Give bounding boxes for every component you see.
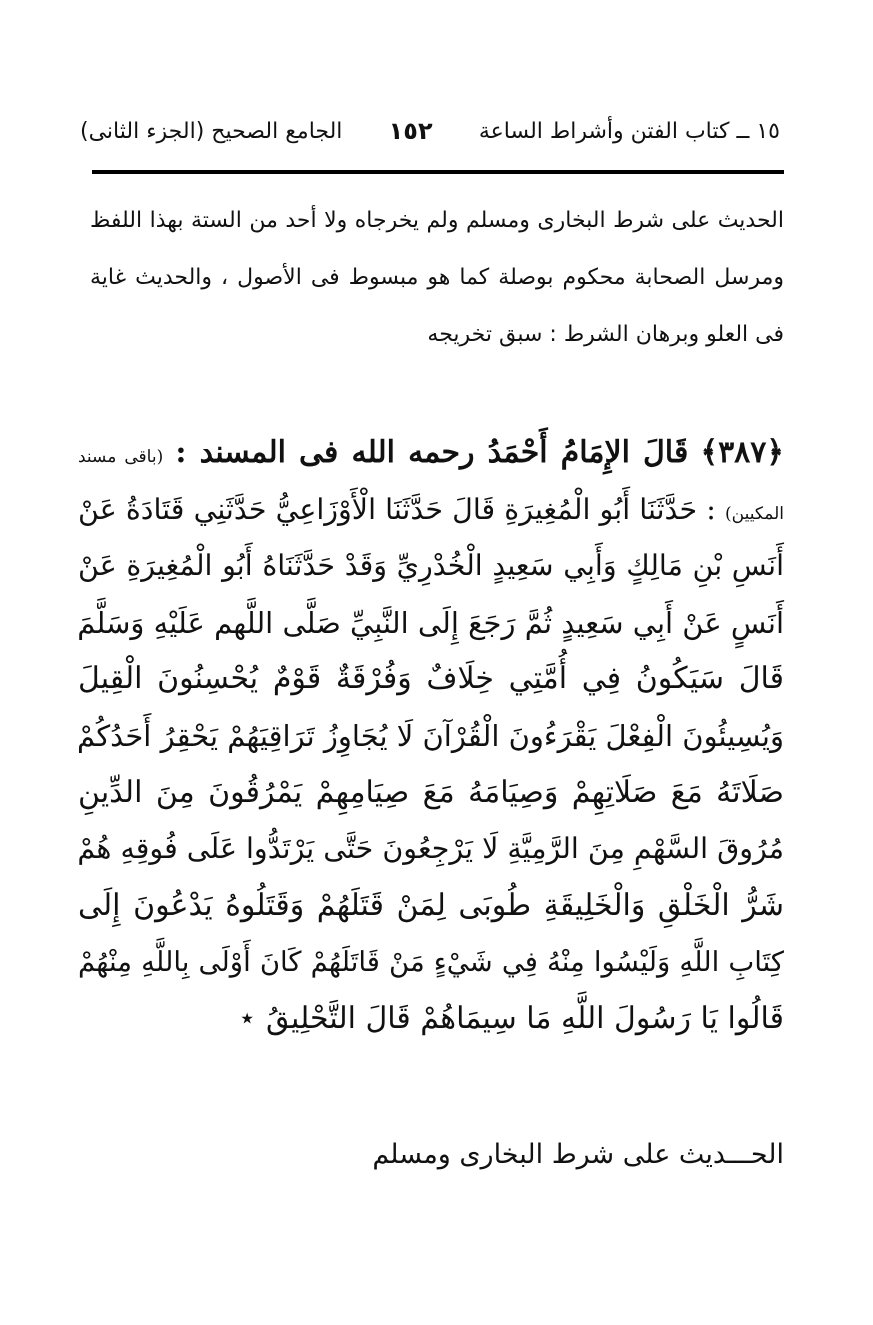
hadith-line: صَلَاتَهُ مَعَ صَلَاتِهِمْ وَصِيَامَهُ مَعَ صِيَامِهِمْ يَمْرُقُونَ مِنَ الدِّينِ: [78, 774, 784, 810]
source-note-start: (باقى مسند: [78, 447, 164, 467]
page-number: ١٥٢: [388, 117, 433, 145]
source-note-end: المكيين): [725, 503, 784, 524]
hadith-text: [78, 425, 784, 1048]
hadith-line: مُرُوقَ السَّهْمِ مِنَ الرَّمِيَّةِ لَا يَرْجِعُونَ حَتَّى يَرْتَدُّوا عَلَى فُوقِهِ هُمْ: [77, 832, 784, 866]
commentary-line: فى العلو وبرهان الشرط : سبق تخريجه: [427, 322, 784, 347]
hadith-isnad: : حَدَّثَنَا أَبُو الْمُغِيرَةِ قَالَ حَدَّثَنَا الْأَوْزَاعِيُّ حَدَّثَنِي قَتَادَةُ عَنْ: [78, 492, 716, 526]
hadith-line: وَيُسِيئُونَ الْفِعْلَ يَقْرَءُونَ الْقُرْآنَ لَا يُجَاوِزُ تَرَاقِيَهُمْ يَحْقِرُ أَحَدُكُمْ: [77, 718, 784, 753]
hadith-intro: قَالَ الإِمَامُ أَحْمَدُ رحمه الله فى المسند :: [175, 435, 689, 470]
commentary-line: ومرسل الصحابة محكوم بوصلة كما هو مبسوط فى الأصول ، والحديث غاية: [90, 265, 784, 290]
hadith-number: ﴿٣٨٧﴾: [700, 435, 784, 470]
hadith-ruling: الحـــديث على شرط البخارى ومسلم: [372, 1139, 784, 1170]
book-title: الجامع الصحيح (الجزء الثانى): [80, 118, 343, 144]
hadith-line: أَنَسٍ عَنْ أَبِي سَعِيدٍ ثُمَّ رَجَعَ إِلَى النَّبِيِّ صَلَّى اللَّهم عَلَيْهِ وَسَلَّمَ: [77, 605, 784, 640]
commentary-line: الحديث على شرط البخارى ومسلم ولم يخرجاه ولا أحد من الستة بهذا اللفظ: [90, 208, 784, 233]
commentary-block: [90, 192, 784, 363]
header-divider: [92, 170, 784, 174]
hadith-line: قَالُوا يَا رَسُولَ اللَّهِ مَا سِيمَاهُمْ قَالَ التَّحْلِيقُ ⋆: [237, 1000, 784, 1036]
hadith-line: [78, 482, 784, 539]
hadith-heading-line: [78, 425, 784, 482]
hadith-line: أَنَسِ بْنِ مَالِكٍ وَأَبِي سَعِيدٍ الْخُدْرِيِّ وَقَدْ حَدَّثَنَاهُ أَبُو الْمُغِيرَةِ عَنْ: [78, 549, 784, 583]
running-header: [80, 106, 780, 156]
hadith-line: شَرُّ الْخَلْقِ وَالْخَلِيقَةِ طُوبَى لِمَنْ قَتَلَهُمْ وَقَتَلُوهُ يَدْعُونَ إِلَى: [78, 887, 784, 923]
chapter-title: ١٥ ــ كتاب الفتن وأشراط الساعة: [478, 118, 780, 144]
hadith-line: كِتَابِ اللَّهِ وَلَيْسُوا مِنْهُ فِي شَيْءٍ مَنْ قَاتَلَهُمْ كَانَ أَوْلَى بِاللَّهِ مِنْهُمْ: [78, 946, 784, 979]
hadith-line: قَالَ سَيَكُونُ فِي أُمَّتِي خِلَافٌ وَفُرْقَةٌ قَوْمٌ يُحْسِنُونَ الْقِيلَ: [78, 661, 784, 697]
